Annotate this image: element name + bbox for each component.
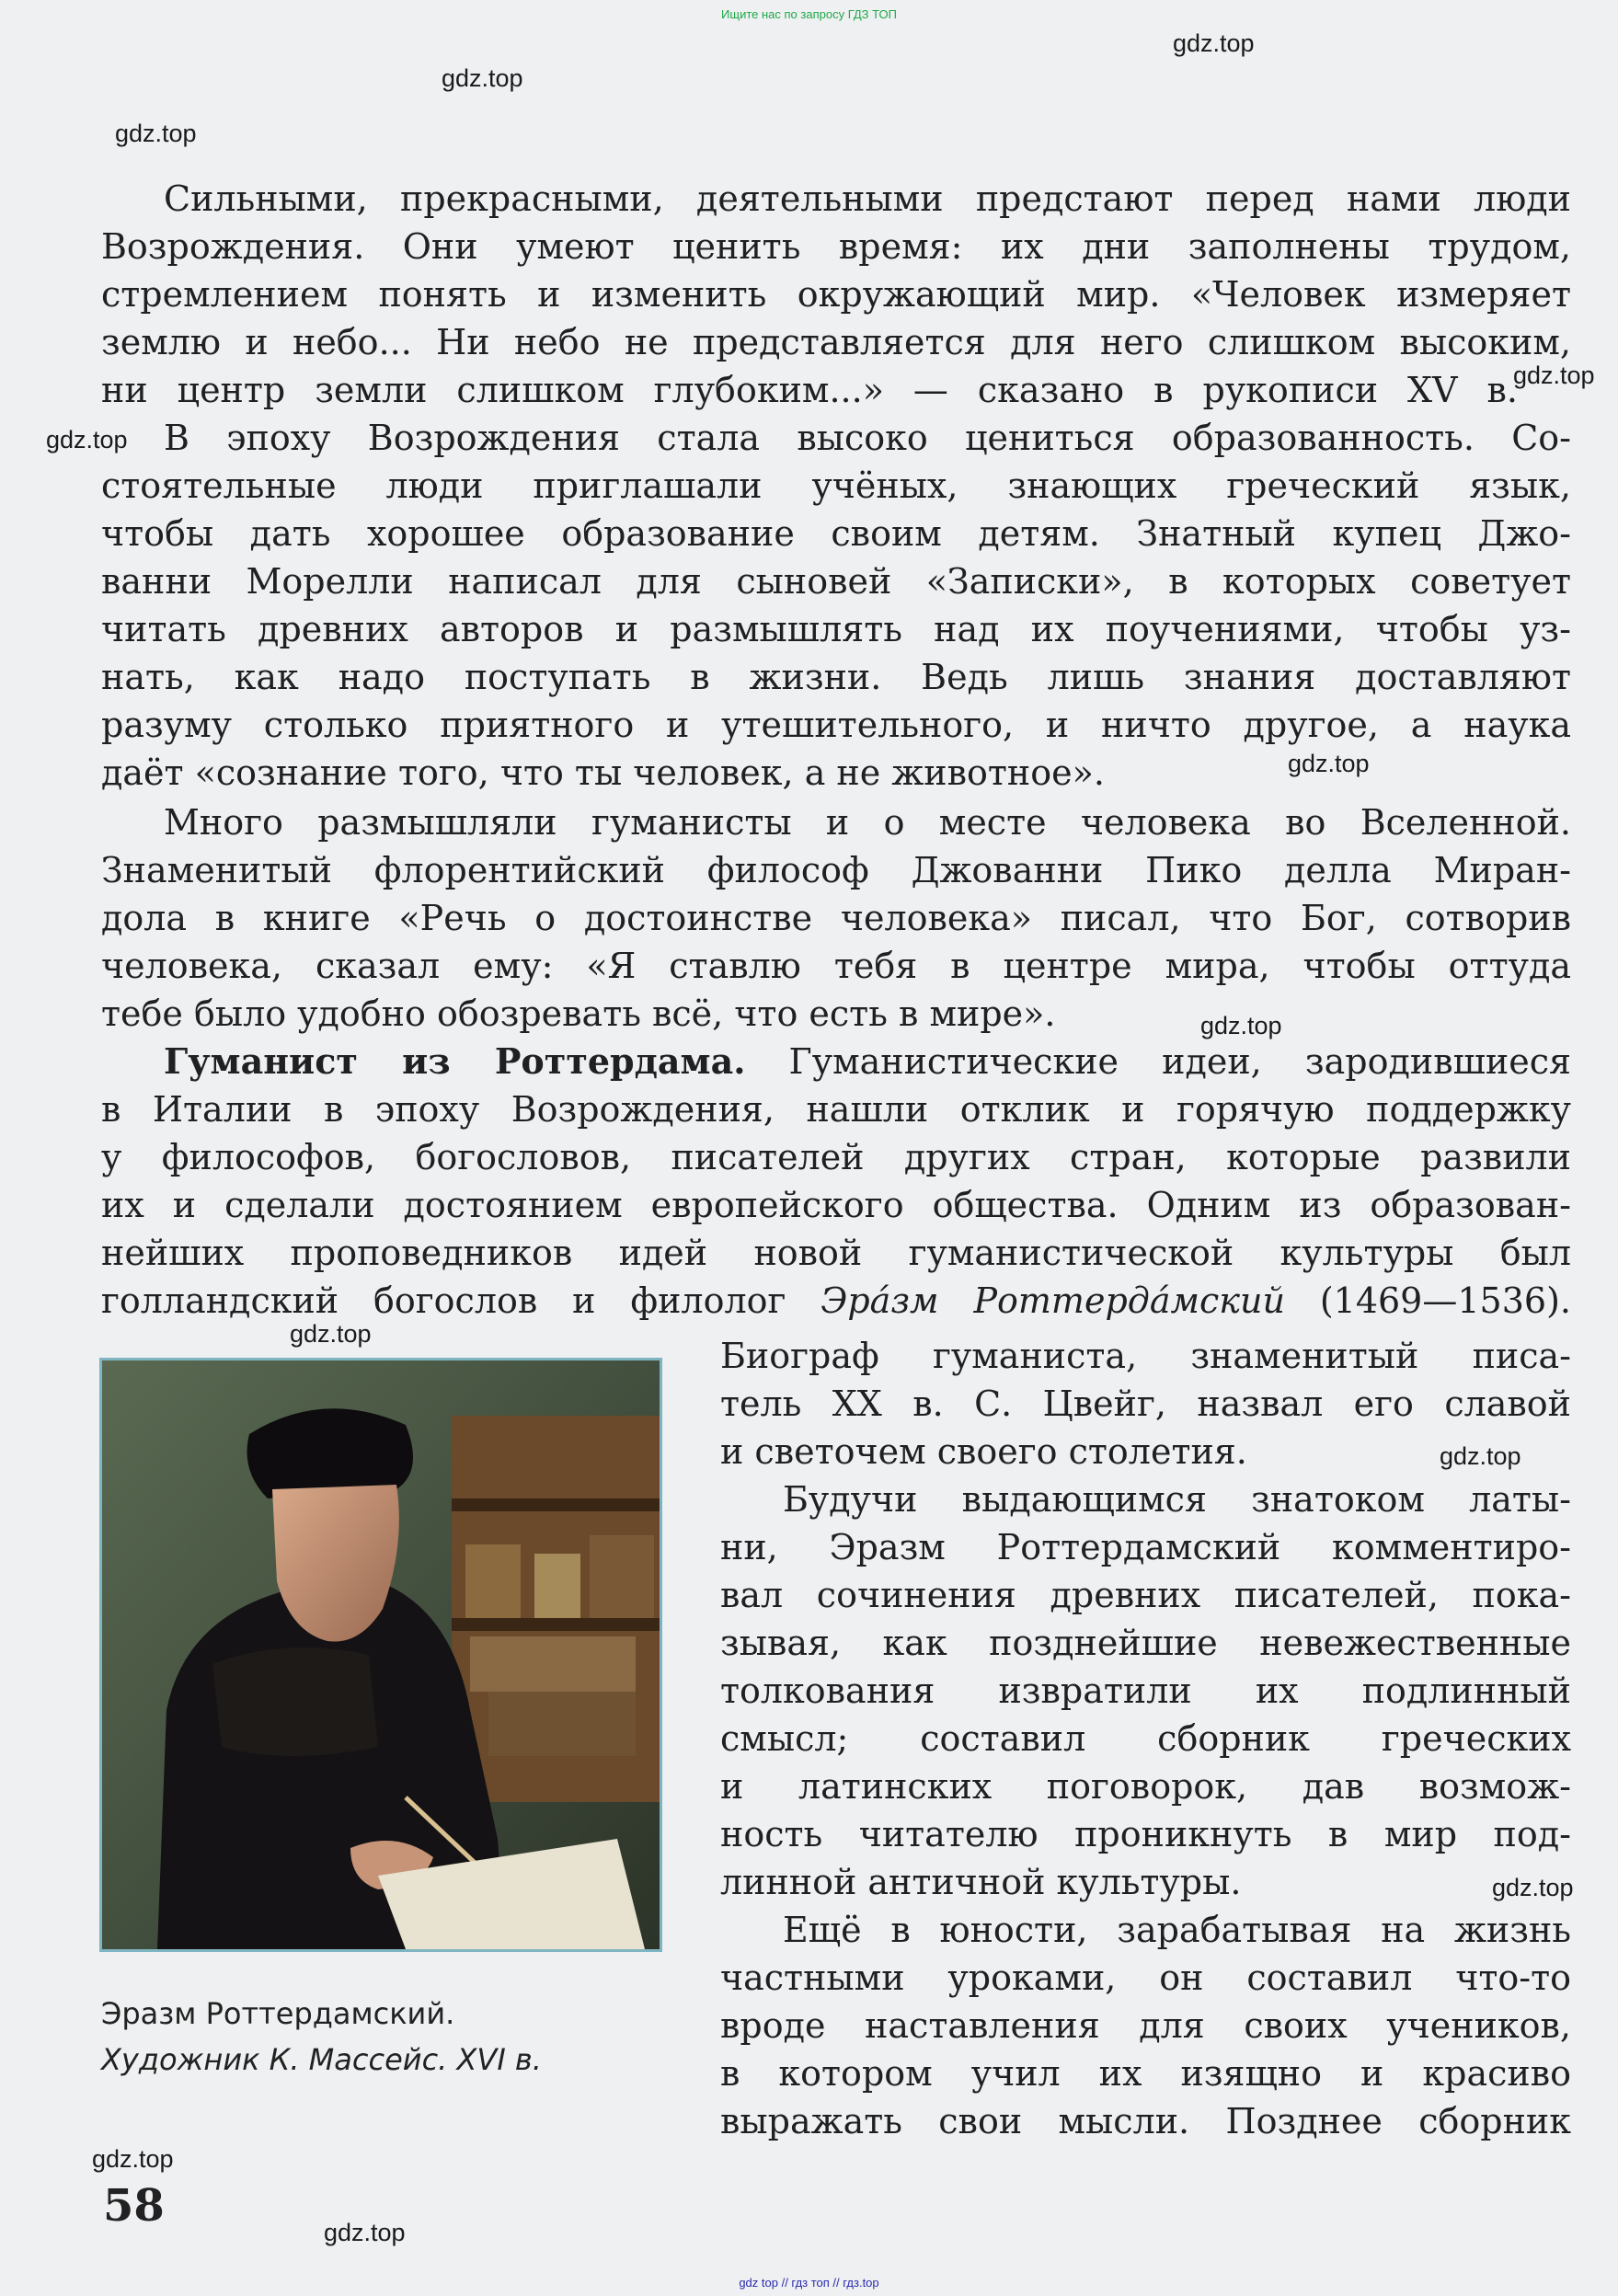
- text-line: выражать свои мысли. Позднее сборник: [720, 2101, 1571, 2141]
- text-line: стоятельные люди приглашали учёных, знающих греческий язык,: [101, 465, 1571, 506]
- image-caption-artist: Художник К. Массейс. XVI в.: [101, 2042, 542, 2077]
- watermark: gdz.top: [324, 2219, 406, 2246]
- text-line: и светочем своего столетия.: [720, 1431, 1247, 1472]
- text-line: Сильными, прекрасными, деятельными предстают перед нами люди: [164, 178, 1571, 219]
- text-line: [101, 1277, 1571, 1325]
- text-line: ванни Морелли написал для сыновей «Записки», в которых советует: [101, 561, 1571, 602]
- text-line: стремлением понять и изменить окружающий мир. «Человек измеряет: [101, 274, 1571, 315]
- watermark: gdz.top: [1492, 1874, 1574, 1901]
- text-line: вал сочинения древних писателей, пока-: [720, 1575, 1571, 1615]
- text-line: разуму столько приятного и утешительного, и ничто другое, а наука: [101, 705, 1571, 745]
- text-line: вроде наставления для своих учеников,: [720, 2005, 1571, 2046]
- text-line: их и сделали достоянием европейского общества. Одним из образован-: [101, 1185, 1571, 1225]
- text-line: Возрождения. Они умеют ценить время: их дни заполнены трудом,: [101, 226, 1571, 267]
- footer-note: gdz top // гдз топ // гдз.top: [739, 2276, 879, 2290]
- text-line: чтобы дать хорошее образование своим детям. Знатный купец Джо-: [101, 513, 1571, 554]
- text-line: В эпоху Возрождения стала высоко цениться образованность. Со-: [164, 418, 1571, 458]
- text-line: ность читателю проникнуть в мир под-: [720, 1814, 1571, 1854]
- text-line: тебе было удобно обозревать всё, что есть в мире».: [101, 993, 1056, 1034]
- image-caption-title: Эразм Роттердамский.: [101, 1996, 455, 2031]
- section-heading: Гуманист из Роттердама.: [164, 1040, 746, 1082]
- text-line: зывая, как позднейшие невежественные: [720, 1623, 1571, 1663]
- text-line: человека, сказал ему: «Я ставлю тебя в центре мира, чтобы оттуда: [101, 946, 1571, 986]
- watermark: gdz.top: [1440, 1442, 1521, 1470]
- text-line: в котором учил их изящно и красиво: [720, 2053, 1571, 2094]
- text-line: толкования извратили их подлинный: [720, 1670, 1571, 1711]
- text-line: нейших проповедников идей новой гуманистической культуры был: [101, 1233, 1571, 1273]
- text-line: в Италии в эпоху Возрождения, нашли отклик и горячую поддержку: [101, 1089, 1571, 1130]
- text-line: землю и небо... Ни небо не представляется для него слишком высоким,: [101, 322, 1571, 362]
- text-line: смысл; составил сборник греческих: [720, 1718, 1571, 1759]
- watermark: gdz.top: [1513, 362, 1595, 389]
- text-fragment: Гуманистические идеи, зародившиеся: [788, 1041, 1571, 1082]
- watermark: gdz.top: [1173, 29, 1255, 57]
- text-line: [101, 1038, 1571, 1085]
- text-line: читать древних авторов и размышлять над их поучениями, чтобы уз-: [101, 609, 1571, 649]
- text-line: ни центр земли слишком глубоким...» — сказано в рукописи XV в.: [101, 370, 1518, 410]
- text-line: у философов, богословов, писателей других стран, которые развили: [101, 1137, 1571, 1177]
- text-line: дола в книге «Речь о достоинстве человека» писал, что Бог, сотворив: [101, 898, 1571, 938]
- watermark: gdz.top: [115, 120, 197, 147]
- text-line: и латинских поговорок, дав возмож-: [720, 1766, 1571, 1807]
- portrait-image: [99, 1358, 662, 1952]
- text-line: ни, Эразм Роттердамский комментиро-: [720, 1527, 1571, 1567]
- text-line: линной античной культуры.: [720, 1862, 1242, 1902]
- text-line: частными уроками, он составил что-то: [720, 1957, 1571, 1998]
- page-number: 58: [103, 2180, 165, 2232]
- person-name: Эра́зм Роттерда́мский: [820, 1280, 1285, 1321]
- text-line: Будучи выдающимся знатоком латы-: [783, 1479, 1571, 1520]
- header-note: Ищите нас по запросу ГДЗ ТОП: [721, 7, 897, 21]
- text-line: Ещё в юности, зарабатывая на жизнь: [783, 1910, 1571, 1950]
- text-fragment: голландский богослов и филолог: [101, 1280, 786, 1321]
- text-line: Биограф гуманиста, знаменитый писа-: [720, 1336, 1571, 1376]
- text-line: Знаменитый флорентийский философ Джованни Пико делла Миран-: [101, 850, 1571, 890]
- watermark: gdz.top: [92, 2145, 174, 2173]
- watermark: gdz.top: [1200, 1012, 1282, 1039]
- watermark: gdz.top: [1288, 750, 1370, 777]
- watermark: gdz.top: [46, 426, 128, 453]
- text-line: нать, как надо поступать в жизни. Ведь лишь знания доставляют: [101, 657, 1571, 697]
- text-fragment: (1469—1536).: [1319, 1280, 1571, 1321]
- watermark: gdz.top: [442, 64, 523, 92]
- text-line: даёт «сознание того, что ты человек, а не животное».: [101, 752, 1105, 793]
- text-line: тель XX в. С. Цвейг, назвал его славой: [720, 1383, 1571, 1424]
- watermark: gdz.top: [290, 1320, 372, 1348]
- text-line: Много размышляли гуманисты и о месте человека во Вселенной.: [164, 802, 1571, 843]
